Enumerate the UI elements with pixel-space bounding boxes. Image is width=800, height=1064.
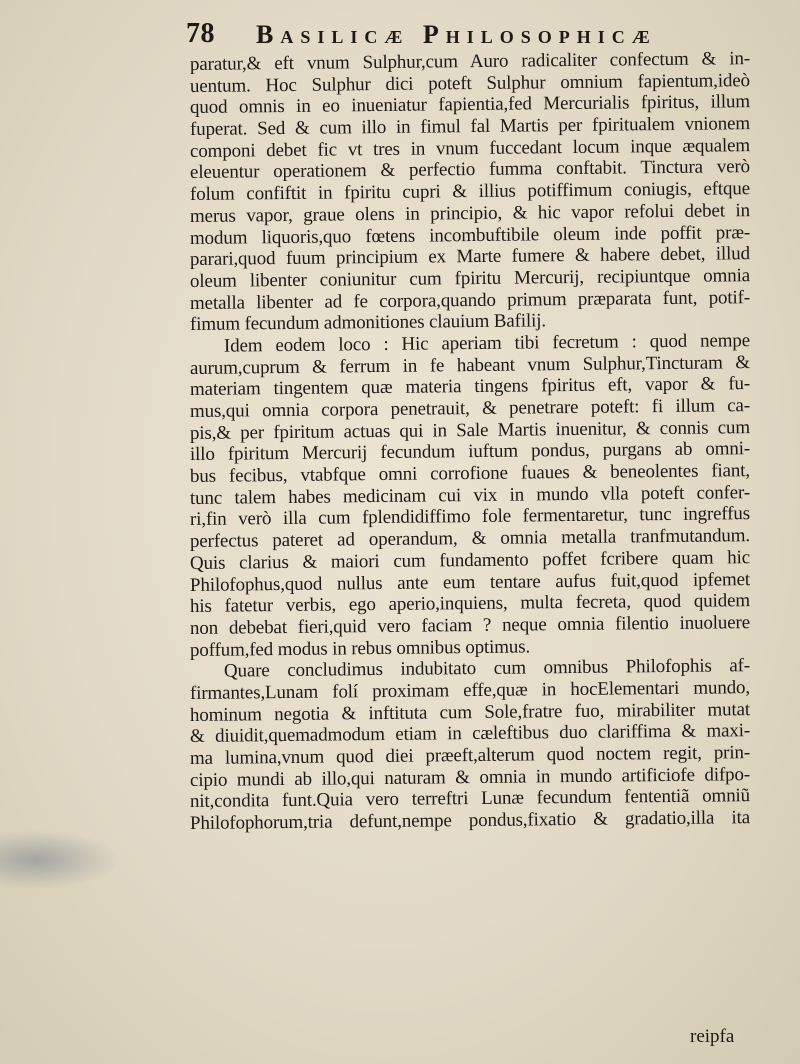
text-line: componi debet fic vt tres in vnum fuccedant locum inque æqualem: [189, 134, 751, 162]
text-line: materiam tingentem quæ materia tingens fpiritus eft, vapor & fu-: [189, 373, 751, 401]
text-line: Idem eodem loco : Hic aperiam tibi fecretum : quod nempe: [223, 330, 751, 357]
text-line: ma lumina,vnum quod diei præeft,alterum quod noctem regit, prin-: [189, 742, 751, 769]
text-line: non debebat fieri,quid vero faciam ? neque omnia filentio inuoluere: [189, 612, 751, 639]
body-text: [189, 48, 751, 835]
text-line: mus,qui omnia corpora penetrauit, & penetrare poteft: fi illum ca-: [189, 395, 751, 422]
text-line: metalla libenter ad fe corpora,quando primum præparata funt, potif-: [189, 286, 751, 314]
text-line: firmantes,Lunam folí proximam effe,quæ in hocElementari mundo,: [189, 677, 751, 704]
text-line: folum confiftit in fpiritu cupri & illius potiffimum coniugis, eftque: [189, 178, 751, 206]
text-line: eleuentur operationem & perfectio fumma conftabit. Tinctura verò: [189, 156, 751, 184]
text-line: cipio mundi ab illo,qui naturam & omnia in mundo artificiofe difpo-: [189, 763, 751, 791]
text-line: poffum,fed modus in rebus omnibus optimus.: [189, 636, 531, 661]
text-line: fimum fecundum admonitiones clauium Bafilij.: [189, 310, 547, 336]
running-title: Basilicæ Philosophicæ: [256, 20, 657, 49]
text-line: quod omnis in eo inueniatur fapientia,fed Mercurialis fpiritus, illum: [189, 91, 751, 119]
text-line: illo fpiritum Mercurij fecundum iuftum pondus, purgans ab omni-: [189, 438, 751, 466]
text-line: his fatetur verbis, ego aperio,inquiens, multa fecreta, quod quidem: [189, 590, 751, 618]
text-line: fuperat. Sed & cum illo in fimul fal Martis per fpiritualem vnionem: [189, 113, 751, 141]
page-header: [186, 14, 746, 54]
ink-stain: [0, 830, 120, 890]
text-line: paratur,& eft vnum Sulphur,cum Auro radicaliter confectum & in-: [189, 48, 751, 75]
text-line: Quis clarius & maiori cum fundamento poffet fcribere quam hic: [189, 546, 751, 574]
text-line: aurum,cuprum & ferrum in fe habeant vnum Sulphur,Tincturam &: [189, 351, 751, 379]
text-line: Philofophus,quod nullus ante eum tentare aufus fuit,quod ipfemet: [189, 568, 751, 596]
text-line: oleum libenter coniunitur cum fpiritu Mercurij, recipiuntque omnia: [189, 265, 751, 292]
catchword: reipfa: [690, 1026, 735, 1047]
text-line: tunc talem habes medicinam cui vix in mundo vlla poteft confer-: [189, 481, 751, 509]
text-line: uentum. Hoc Sulphur dici poteft Sulphur omnium fapientum,ideò: [189, 69, 751, 97]
text-line: modum liquoris,quo fœtens incombuftibile oleum inde poffit præ-: [189, 221, 751, 249]
text-line: pis,& per fpiritum actuas qui in Sale Martis inuenitur, & connis cum: [189, 416, 751, 444]
text-line: nit,condita funt.Quia vero terreftri Lunæ fecundum fententiã omniũ: [189, 785, 751, 813]
text-line: & diuidit,quemadmodum etiam in cæleftibus duo clariffima & maxi-: [189, 720, 751, 748]
text-line: merus vapor, graue olens in principio, & hic vapor refolui debet in: [189, 199, 751, 227]
page-number: 78: [186, 18, 215, 49]
text-line: hominum negotia & inftituta cum Sole,fratre fuo, mirabiliter mutat: [189, 698, 751, 726]
text-line: ri,fin verò illa cum fplendidiffimo fole fermentaretur, tunc ingreffus: [189, 503, 751, 531]
text-line: Quare concludimus indubitato cum omnibus Philofophis af-: [223, 655, 751, 682]
text-line: Philofophorum,tria defunt,nempe pondus,fixatio & gradatio,illa ita: [189, 807, 751, 835]
text-line: perfectus pateret ad operandum, & omnia metalla tranfmutandum.: [189, 525, 751, 553]
text-line: bus fecibus, vtabfque omni corrofione fuaues & beneolentes fiant,: [189, 460, 751, 488]
text-line: parari,quod fuum principium ex Marte fumere & habere debet, illud: [189, 243, 751, 271]
